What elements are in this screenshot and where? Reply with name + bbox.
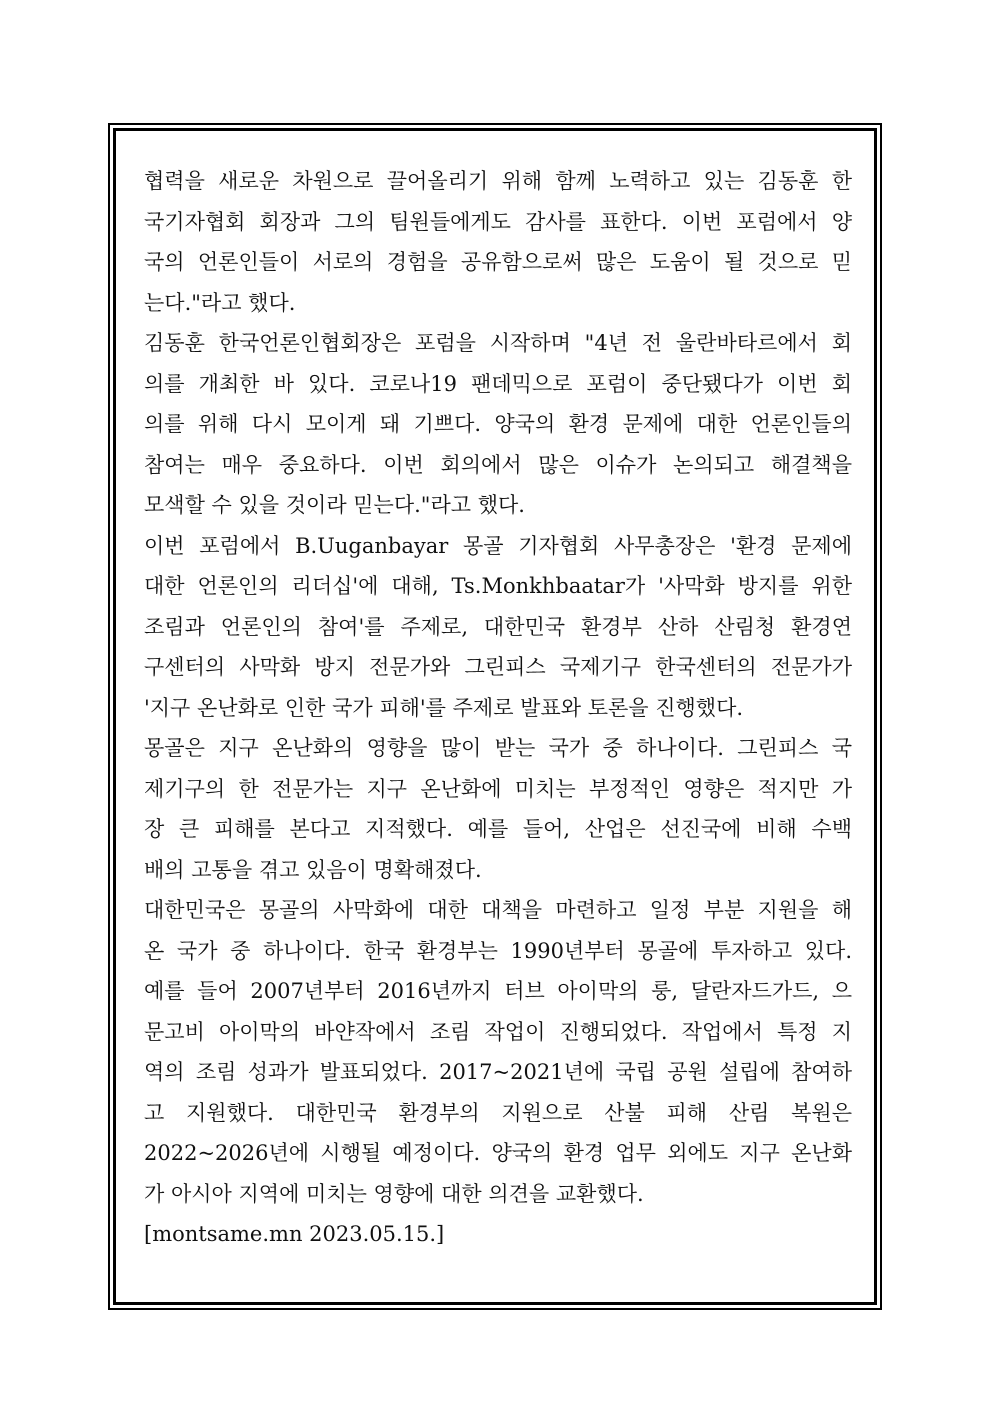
article-line: 예를 들어 2007년부터 2016년까지 터브 아이막의 룽, 달란자드가드, 으 (144, 979, 852, 1003)
article-line: 국의 언론인들이 서로의 경험을 공유함으로써 많은 도움이 될 것으로 믿 (144, 250, 852, 274)
article-line: 협력을 새로운 차원으로 끌어올리기 위해 함께 노력하고 있는 김동훈 한 (144, 169, 852, 193)
article-line: 참여는 매우 중요하다. 이번 회의에서 많은 이슈가 논의되고 해결책을 (144, 452, 852, 477)
article-body (144, 161, 852, 1255)
article-line: 국기자협회 회장과 그의 팀원들에게도 감사를 표한다. 이번 포럼에서 양 (144, 209, 852, 234)
article-line: 장 큰 피해를 본다고 지적했다. 예를 들어, 산업은 선진국에 비해 수백 (144, 817, 852, 841)
article-line: '지구 온난화로 인한 국가 피해'를 주제로 발표와 토론을 진행했다. (144, 695, 744, 720)
article-line: 대한 언론인의 리더십'에 대해, Ts.Monkhbaatar가 '사막화 방지를 위한 (144, 574, 852, 598)
article-line: 조림과 언론인의 참여'를 주제로, 대한민국 환경부 산하 산림청 환경연 (144, 614, 852, 639)
article-line: 문고비 아이막의 바얀작에서 조림 작업이 진행되었다. 작업에서 특정 지 (144, 1019, 852, 1044)
article-line: 이번 포럼에서 B.Uuganbayar 몽골 기자협회 사무총장은 '환경 문제에 (144, 533, 852, 558)
article-line: 제기구의 한 전문가는 지구 온난화에 미치는 부정적인 영향은 적지만 가 (144, 776, 852, 801)
article-line: 2022~2026년에 시행될 예정이다. 양국의 환경 업무 외에도 지구 온난화 (144, 1141, 852, 1165)
article-line: 구센터의 사막화 방지 전문가와 그린피스 국제기구 한국센터의 전문가가 (144, 655, 852, 679)
article-line: 온 국가 중 하나이다. 한국 환경부는 1990년부터 몽골에 투자하고 있다. (144, 938, 852, 963)
article-line: 는다."라고 했다. (144, 290, 296, 315)
article-line: 가 아시아 지역에 미치는 영향에 대한 의견을 교환했다. (144, 1181, 644, 1206)
article-frame-inner (113, 128, 877, 1305)
article-line: [montsame.mn 2023.05.15.] (144, 1222, 445, 1246)
article-frame-outer (108, 123, 882, 1310)
article-line: 배의 고통을 겪고 있음이 명확해졌다. (144, 857, 482, 882)
article-line: 의를 개최한 바 있다. 코로나19 팬데믹으로 포럼이 중단됐다가 이번 회 (144, 371, 852, 396)
article-line: 의를 위해 다시 모이게 돼 기쁘다. 양국의 환경 문제에 대한 언론인들의 (144, 412, 852, 436)
article-line: 몽골은 지구 온난화의 영향을 많이 받는 국가 중 하나이다. 그린피스 국 (144, 736, 852, 760)
article-line: 역의 조림 성과가 발표되었다. 2017~2021년에 국립 공원 설립에 참여하 (144, 1060, 852, 1084)
article-line: 대한민국은 몽골의 사막화에 대한 대책을 마련하고 일정 부분 지원을 해 (144, 898, 852, 922)
article-line: 김동훈 한국언론인협회장은 포럼을 시작하며 "4년 전 울란바타르에서 회 (144, 331, 852, 355)
article-line: 모색할 수 있을 것이라 믿는다."라고 했다. (144, 493, 525, 517)
article-line: 고 지원했다. 대한민국 환경부의 지원으로 산불 피해 산림 복원은 (144, 1100, 852, 1125)
